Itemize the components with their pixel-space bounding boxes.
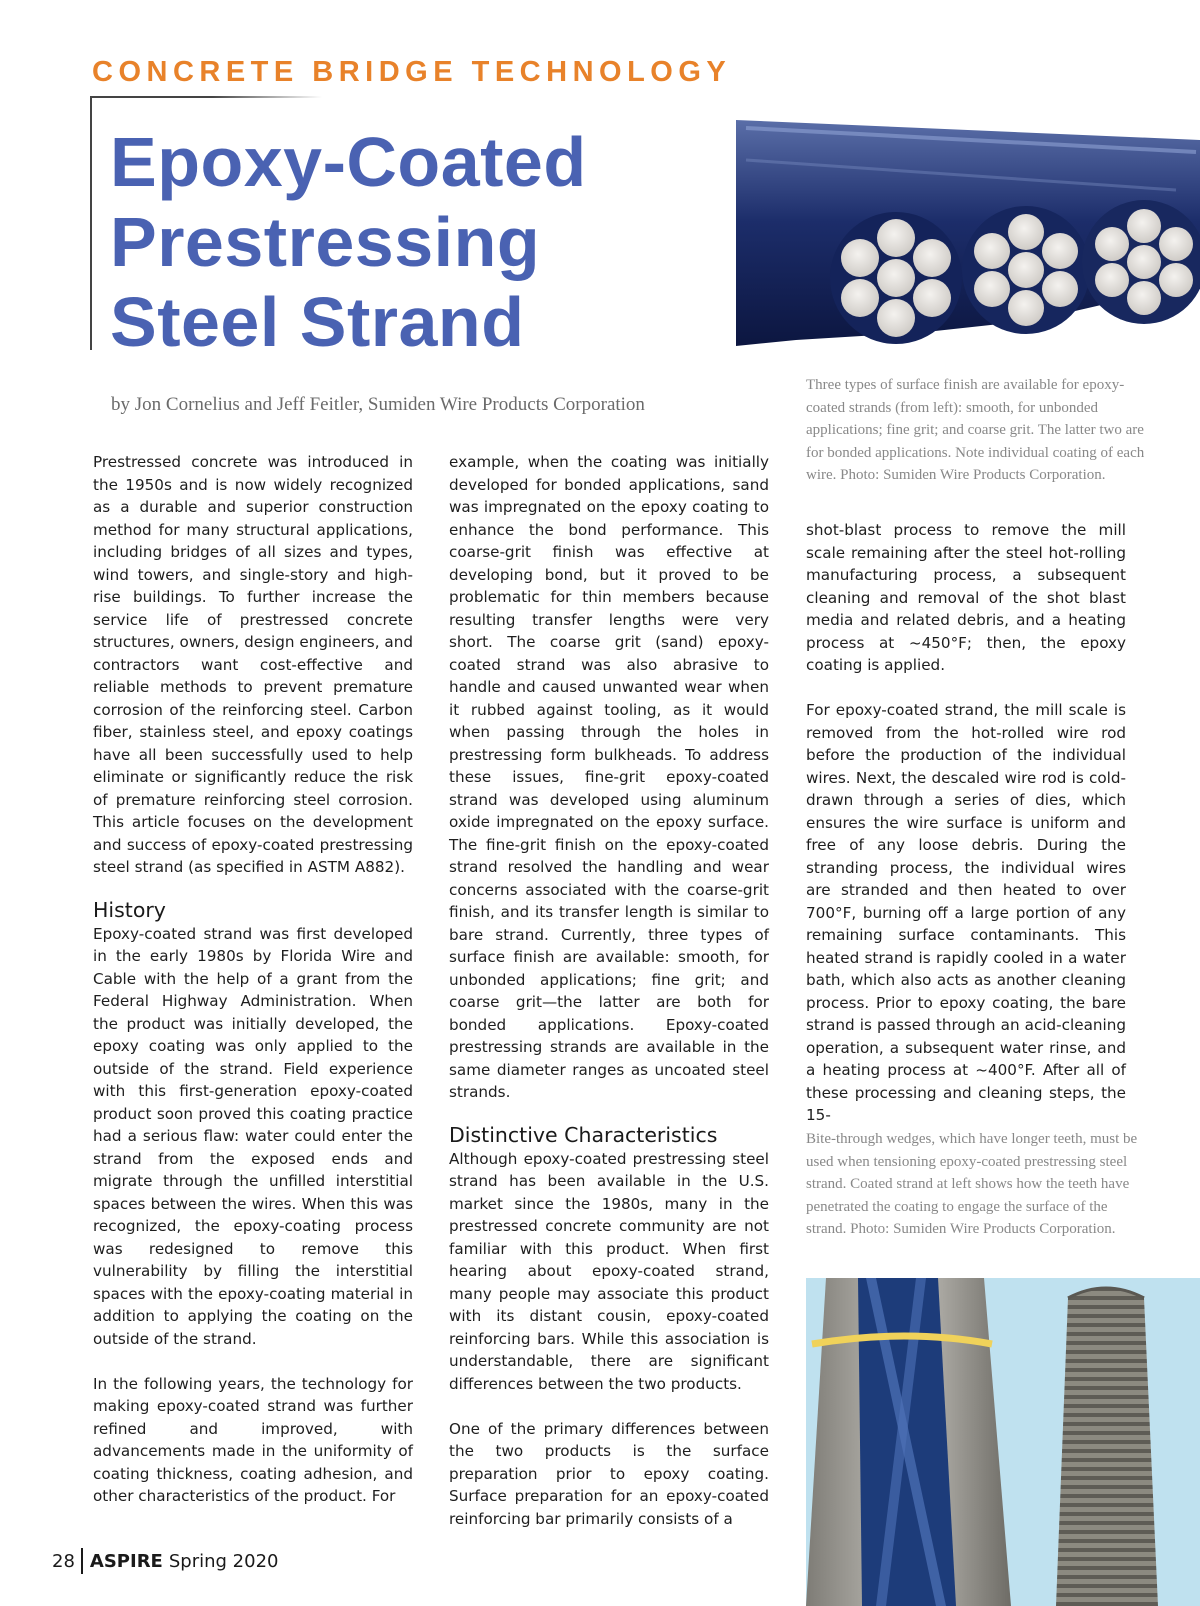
paragraph-history-1: Epoxy-coated strand was first developed in the early 1980s by Florida Wire and Cable with the help of a grant from the Federal Highway Administration. When the product was initially developed, the epoxy coating was only applied to the outside of the strand. Field experience with this first-generation epoxy-coated product soon proved this coating practice had a serious flaw: water could enter the strand from the exposed ends and migrate through the unfilled interstitial spaces between the wires. When this was recognized, the epoxy-coating process was redesigned to remove this vulnerability by filling the interstitial spaces with the epoxy-coating material in addition to applying the coating on the outside of the strand. [93,924,413,1348]
title-line-1: Epoxy-Coated [110,123,587,201]
paragraph-intro: Prestressed concrete was introduced in the 1950s and is now widely recognized as a durable and superior construction method for many structural applications, including bridges of all sizes and types, wind towers, and single-story and high-rise buildings. To further increase the service life of prestressed concrete structures, owners, design engineers, and contractors want cost-effective and reliable methods to prevent premature corrosion of the reinforcing steel. Carbon fiber, stainless steel, and epoxy coatings have all been successfully used to help eliminate or significantly reduce the risk of premature reinforcing steel corrosion. This article focuses on the development and success of epoxy-coated prestressing steel strand (as specified in ASTM A882). [93,453,413,876]
section-kicker: CONCRETE BRIDGE TECHNOLOGY [92,56,732,88]
paragraph-history-2: In the following years, the technology for making epoxy-coated strand was further refined and improved, with advancements made in the uniformity of coating thickness, coating adhesion, and other characteristics of the product. For [93,1374,413,1505]
photo-caption-wedges: Bite-through wedges, which have longer teeth, must be used when tensioning epoxy-coated prestressing steel strand. Coated strand at left shows how the teeth have penetrated the coating to engage the surface of the strand. Photo: Sumiden Wire Products Corporation. [806,1131,1138,1237]
strand-cross-section-photo [736,120,1200,352]
paragraph-shot-blast: shot-blast process to remove the mill scale remaining after the steel hot-rolling manufacturing process, a subsequent cleaning and removal of the shot blast media and related debris, and a heating process at ~450°F; then, the epoxy coating is applied. [806,521,1126,674]
article-title [110,122,587,362]
photo-caption-strand-finishes: Three types of surface finish are available for epoxy-coated strands (from left): smooth, for unbonded applications; fine grit; and coarse grit. The latter two are for bonded applications. Note individual coating of each wire. Photo: Sumiden Wire Products Corporation. [806,377,1145,483]
paragraph-distinctive-1: Although epoxy-coated prestressing steel strand has been available in the U.S. market since the 1980s, many in the prestressed concrete community are not familiar with this product. When first hearing about epoxy-coated strand, many people may associate this product with its distant cousin, epoxy-coated reinforcing bars. While this association is understandable, there are significant differences between the two products. [449,1149,769,1393]
heading-history: History [93,897,166,922]
footer-divider [81,1548,83,1574]
magazine-name: ASPIRE [89,1550,163,1572]
page-footer [52,1548,278,1574]
body-column-3 [806,519,1126,1127]
wedge-photo [806,1278,1200,1606]
byline: by Jon Cornelius and Jeff Feitler, Sumiden Wire Products Corporation [111,394,645,415]
heading-distinctive-characteristics: Distinctive Characteristics [449,1122,718,1147]
body-column-2 [449,451,769,1530]
title-line-3: Steel Strand [110,283,525,361]
title-line-2: Prestressing [110,203,541,281]
page-number: 28 [52,1550,75,1572]
paragraph-strand-process: For epoxy-coated strand, the mill scale is removed from the hot-rolled wire rod before the production of the individual wires. Next, the descaled wire rod is cold-drawn through a series of dies, which ensures the wire surface is uniform and free of any loose debris. During the stranding process, the individual wires are stranded and then heated to over 700°F, burning off a large portion of any remaining surface contaminants. This heated strand is rapidly cooled in a water bath, which also acts as another cleaning process. Prior to epoxy coating, the bare strand is passed through an acid-cleaning operation, a subsequent water rinse, and a heating process at ~400°F. After all of these processing and cleaning steps, the 15- [806,701,1126,1124]
body-column-1 [93,451,413,1508]
paragraph-distinctive-2: One of the primary differences between the two products is the surface preparation prior to epoxy coating. Surface preparation for an epoxy-coated reinforcing bar primarily consists of a [449,1419,769,1528]
paragraph-finishes: example, when the coating was initially developed for bonded applications, sand was impregnated on the epoxy coating to enhance the bond performance. This coarse-grit finish was effective at developing bond, but it proved to be problematic for thin members because resulting transfer lengths were very short. The coarse grit (sand) epoxy-coated strand was also abrasive to handle and caused unwanted wear when it rubbed against tooling, as it would when passing through the holes in prestressing form bulkheads. To address these issues, fine-grit epoxy-coated strand was developed using aluminum oxide impregnated on the epoxy surface. The fine-grit finish on the epoxy-coated strand resolved the handling and wear concerns associated with the coarse-grit finish, and its transfer length is similar to bare strand. Currently, three types of surface finish are available: smooth, for unbonded applications; fine grit; and coarse grit—the latter are both for bonded applications. Epoxy-coated prestressing strands are available in the same diameter ranges as uncoated steel strands. [449,453,769,1101]
magazine-issue: Spring 2020 [168,1550,279,1572]
